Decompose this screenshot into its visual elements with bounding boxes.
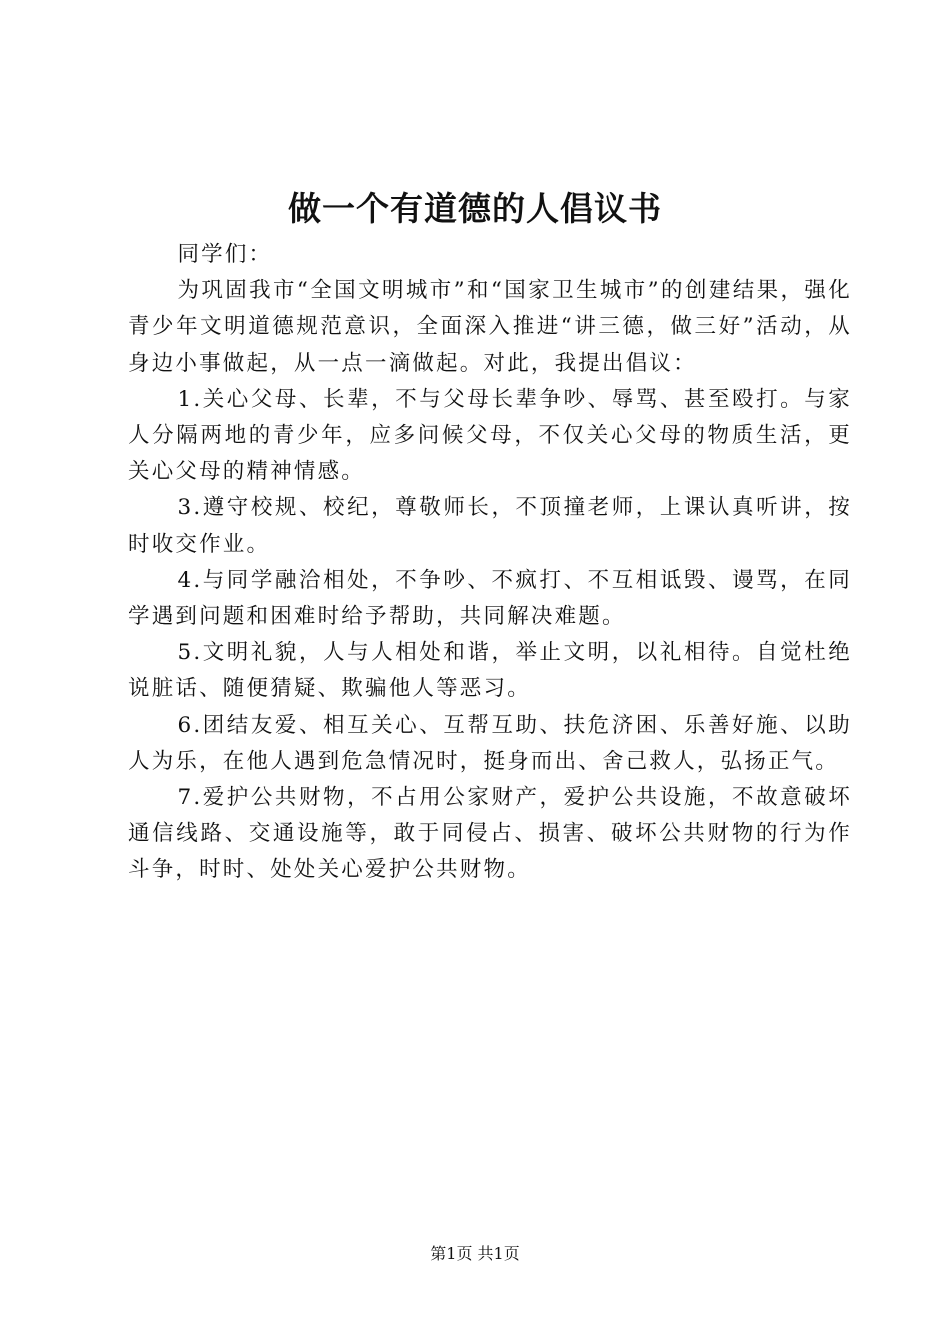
- page-footer: 第1页 共1页: [430, 1244, 520, 1263]
- document-title: 做一个有道德的人倡议书: [288, 189, 662, 228]
- paragraph-item-3: 3.遵守校规、校纪，尊敬师长，不顶撞老师，上课认真听讲，按时收交作业。: [128, 495, 852, 557]
- greeting: 同学们：: [177, 242, 273, 267]
- paragraph-intro: 为巩固我市“全国文明城市”和“国家卫生城市”的创建结果，强化青少年文明道德规范意识，全面深入推进“讲三德，做三好”活动，从身边小事做起，从一点一滴做起。对此，我提出倡议：: [128, 278, 852, 376]
- paragraph-item-6: 6.团结友爱、相互关心、互帮互助、扶危济困、乐善好施、以助人为乐，在他人遇到危急情况时，挺身而出、舍己救人，弘扬正气。: [128, 712, 852, 774]
- paragraph-item-5: 5.文明礼貌，人与人相处和谐，举止文明，以礼相待。自觉杜绝说脏话、随便猜疑、欺骗他人等恶习。: [128, 640, 852, 702]
- paragraph-item-1: 1.关心父母、长辈，不与父母长辈争吵、辱骂、甚至殴打。与家人分隔两地的青少年，应多问候父母，不仅关心父母的物质生活，更关心父母的精神情感。: [128, 386, 852, 485]
- paragraph-item-4: 4.与同学融洽相处，不争吵、不疯打、不互相诋毁、谩骂，在同学遇到问题和困难时给予帮助，共同解决难题。: [128, 567, 852, 630]
- document-body: [128, 237, 852, 889]
- paragraph-item-7: 7.爱护公共财物，不占用公家财产，爱护公共设施，不故意破坏通信线路、交通设施等，敢于同侵占、损害、破坏公共财物的行为作斗争，时时、处处关心爱护公共财物。: [128, 785, 852, 883]
